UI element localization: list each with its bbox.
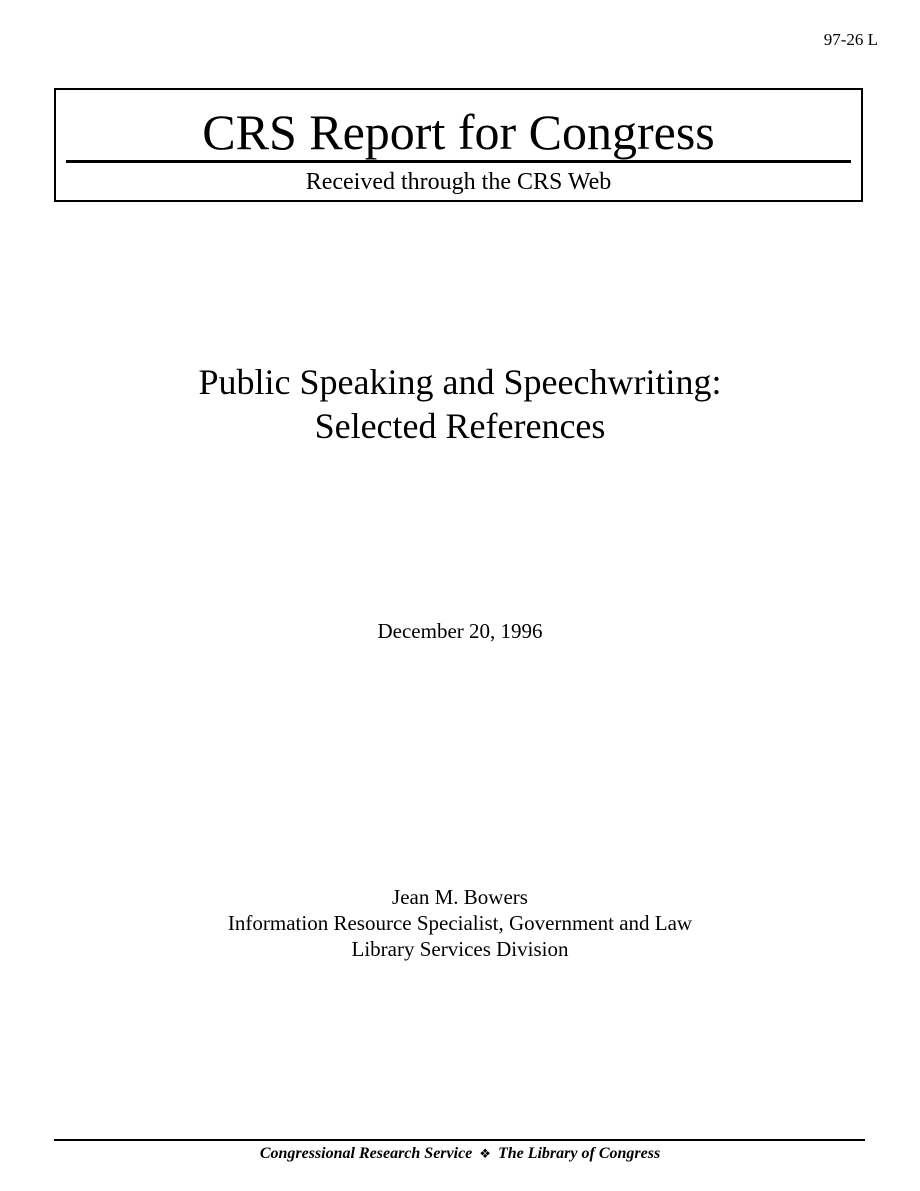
footer-right-text: The Library of Congress xyxy=(497,1145,661,1162)
header-divider xyxy=(66,160,851,163)
footer-divider xyxy=(54,1139,865,1141)
header-subtitle: Received through the CRS Web xyxy=(305,169,612,195)
author-block xyxy=(0,884,920,962)
report-number: 97-26 L xyxy=(823,30,878,49)
diamond-icon: ❖ xyxy=(479,1147,491,1162)
document-title-line-2: Selected References xyxy=(314,406,606,446)
footer-left-text: Congressional Research Service xyxy=(259,1145,473,1162)
document-date: December 20, 1996 xyxy=(377,619,543,643)
document-title xyxy=(0,360,920,448)
footer xyxy=(0,1143,920,1166)
report-header-box xyxy=(54,88,863,202)
author-position: Information Resource Specialist, Government and Law xyxy=(227,911,693,935)
header-title: CRS Report for Congress xyxy=(202,104,715,160)
document-title-line-1: Public Speaking and Speechwriting: xyxy=(198,362,722,402)
author-division: Library Services Division xyxy=(351,937,569,961)
author-name: Jean M. Bowers xyxy=(392,885,528,909)
